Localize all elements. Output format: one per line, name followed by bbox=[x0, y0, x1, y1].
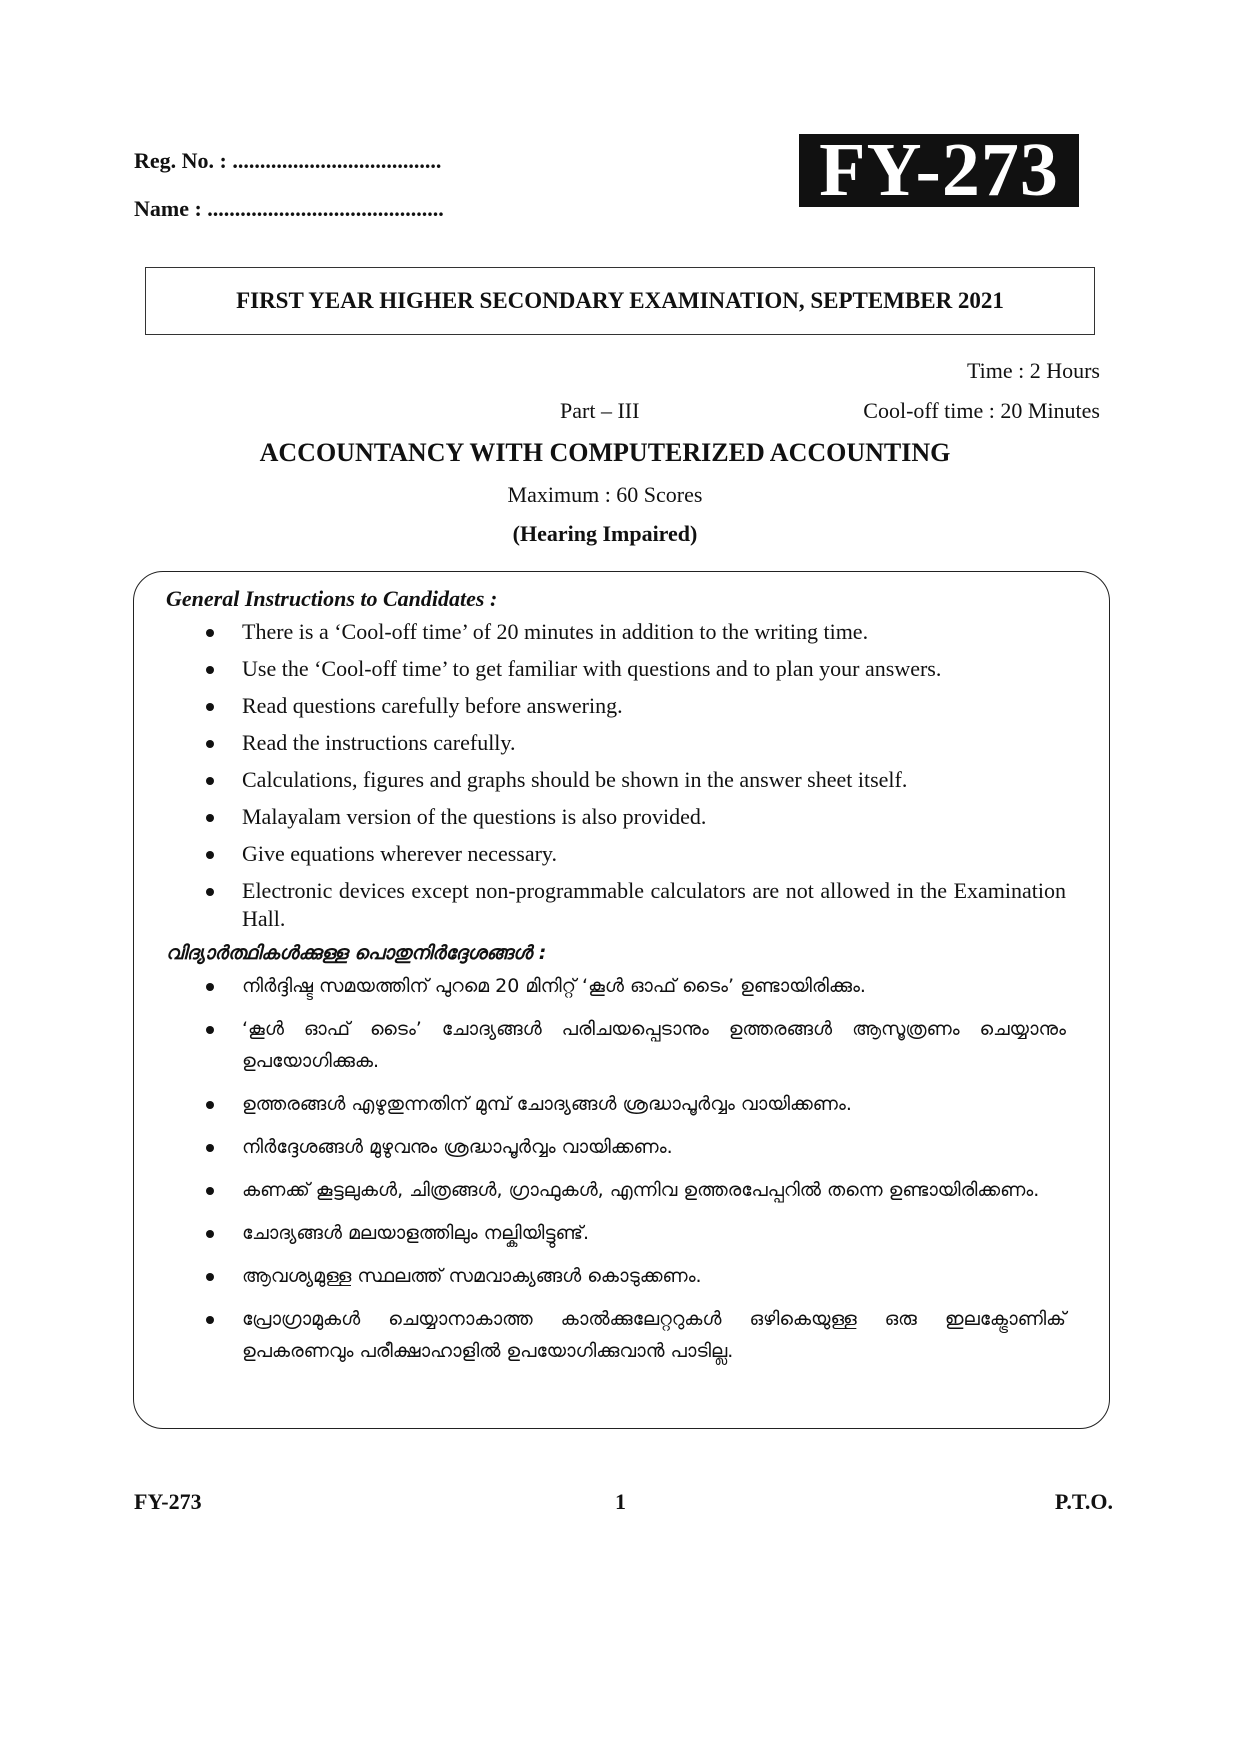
instruction-item: There is a ‘Cool-off time’ of 20 minutes in addition to the writing time. bbox=[166, 618, 1066, 646]
bullet-icon bbox=[206, 1144, 214, 1152]
bullet-icon bbox=[206, 1026, 214, 1034]
ml-instruction-item: ആവശ്യമുള്ള സ്ഥലത്ത് സമവാക്യങ്ങൾ കൊടുക്കണം. bbox=[166, 1260, 1066, 1292]
bullet-icon bbox=[206, 1316, 214, 1324]
exam-title-box bbox=[145, 267, 1095, 335]
exam-title: FIRST YEAR HIGHER SECONDARY EXAMINATION, SEPTEMBER 2021 bbox=[236, 288, 1004, 313]
malayalam-instructions-list bbox=[166, 970, 1066, 1367]
instruction-item: Calculations, figures and graphs should be shown in the answer sheet itself. bbox=[166, 766, 1066, 794]
ml-instruction-item: ‘കൂൾ ഓഫ് ടൈം’ ചോദ്യങ്ങൾ പരിചയപ്പെടാനും ഉത്തരങ്ങൾ ആസൂത്രണം ചെയ്യാനും ഉപയോഗിക്കുക. bbox=[166, 1013, 1066, 1077]
bullet-icon bbox=[206, 703, 214, 711]
malayalam-instructions-heading: വിദ്യാർത്ഥികൾക്കുള്ള പൊതുനിർദ്ദേശങ്ങൾ : bbox=[166, 942, 547, 964]
instruction-item: Malayalam version of the questions is also provided. bbox=[166, 803, 1066, 831]
instructions-heading: General Instructions to Candidates : bbox=[166, 586, 498, 611]
bullet-icon bbox=[206, 1101, 214, 1109]
name-field: Name : ........................................... bbox=[134, 196, 444, 221]
instruction-item: Read the instructions carefully. bbox=[166, 729, 1066, 757]
instructions-box bbox=[133, 571, 1110, 1429]
ml-instruction-item: പ്രോഗ്രാമുകൾ ചെയ്യാനാകാത്ത കാൽക്കുലേറ്ററുകൾ ഒഴികെയുള്ള ഒരു ഇലക്ട്രോണിക് ഉപകരണവും പരീക്ഷാഹാളിൽ ഉപയോഗിക്കുവാൻ പാടില്ല. bbox=[166, 1303, 1066, 1367]
bullet-icon bbox=[206, 1230, 214, 1238]
ml-instruction-item: നിർദ്ദിഷ്ട സമയത്തിന് പുറമെ 20 മിനിറ്റ് ‘കൂൾ ഓഫ് ടൈം’ ഉണ്ടായിരിക്കും. bbox=[166, 970, 1066, 1002]
page-number: 1 bbox=[615, 1489, 626, 1514]
instruction-item: Read questions carefully before answering. bbox=[166, 692, 1066, 720]
ml-instruction-item: ചോദ്യങ്ങൾ മലയാളത്തിലും നല്കിയിട്ടുണ്ട്. bbox=[166, 1217, 1066, 1249]
subject-title: ACCOUNTANCY WITH COMPUTERIZED ACCOUNTING bbox=[259, 438, 951, 467]
ml-instruction-item: കണക്ക് കൂട്ടലുകൾ, ചിത്രങ്ങൾ, ഗ്രാഫുകൾ, എന്നിവ ഉത്തരപേപ്പറിൽ തന്നെ ഉണ്ടായിരിക്കണം. bbox=[166, 1174, 1066, 1206]
bullet-icon bbox=[206, 777, 214, 785]
part-label: Part – III bbox=[560, 398, 640, 423]
time-allowed: Time : 2 Hours bbox=[966, 358, 1100, 383]
bullet-icon bbox=[206, 740, 214, 748]
paper-code-badge: FY-273 bbox=[799, 134, 1079, 207]
instruction-item: Use the ‘Cool-off time’ to get familiar with questions and to plan your answers. bbox=[166, 655, 1066, 683]
bullet-icon bbox=[206, 629, 214, 637]
english-instructions-list bbox=[166, 618, 1066, 933]
bullet-icon bbox=[206, 814, 214, 822]
footer-paper-code: FY-273 bbox=[134, 1489, 202, 1514]
bullet-icon bbox=[206, 1273, 214, 1281]
instruction-item: Give equations wherever necessary. bbox=[166, 840, 1066, 868]
maximum-score: Maximum : 60 Scores bbox=[507, 482, 703, 507]
instruction-item: Electronic devices except non-programmable calculators are not allowed in the Examination Hall. bbox=[166, 877, 1066, 933]
bullet-icon bbox=[206, 888, 214, 896]
ml-instruction-item: നിർദ്ദേശങ്ങൾ മുഴുവനും ശ്രദ്ധാപൂർവ്വം വായിക്കണം. bbox=[166, 1131, 1066, 1163]
reg-no-field: Reg. No. : ...................................... bbox=[134, 148, 442, 173]
bullet-icon bbox=[206, 666, 214, 674]
please-turn-over: P.T.O. bbox=[1054, 1489, 1113, 1514]
ml-instruction-item: ഉത്തരങ്ങൾ എഴുതുന്നതിന് മുമ്പ് ചോദ്യങ്ങൾ ശ്രദ്ധാപൂർവ്വം വായിക്കണം. bbox=[166, 1088, 1066, 1120]
candidate-category: (Hearing Impaired) bbox=[512, 521, 698, 546]
bullet-icon bbox=[206, 851, 214, 859]
bullet-icon bbox=[206, 1187, 214, 1195]
bullet-icon bbox=[206, 983, 214, 991]
cool-off-time: Cool-off time : 20 Minutes bbox=[863, 398, 1100, 423]
